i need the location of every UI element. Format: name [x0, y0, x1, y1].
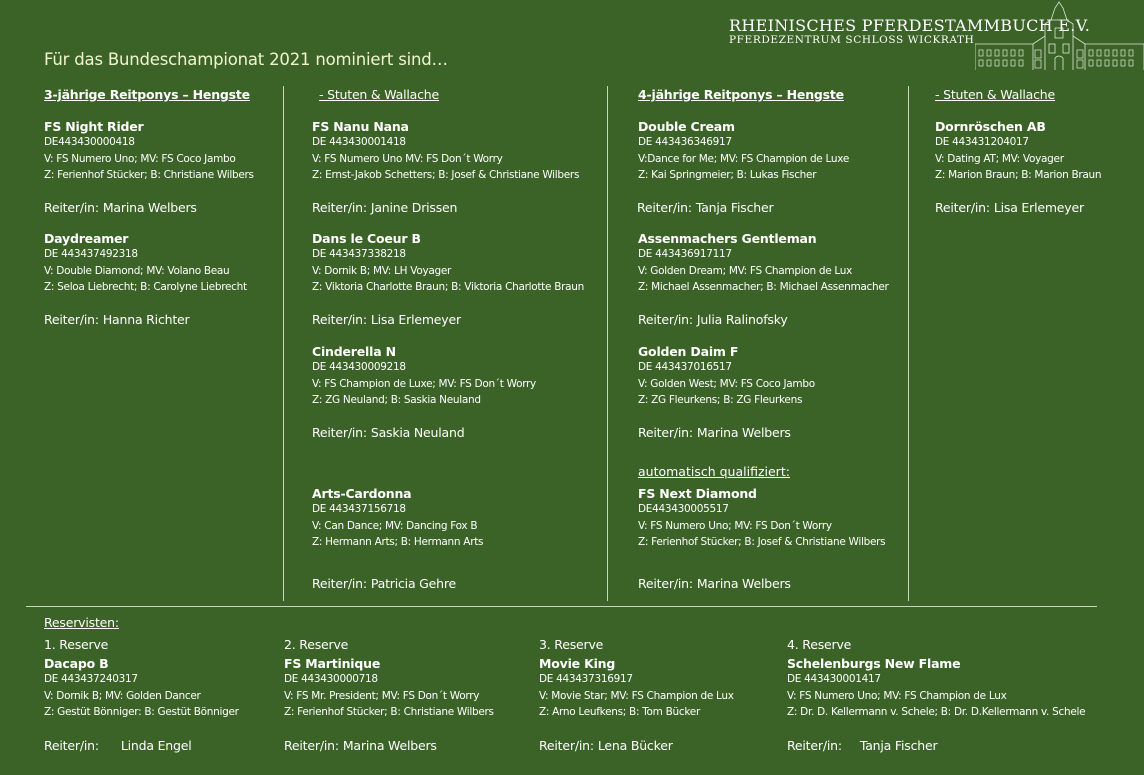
horse-id: DE 443430001418: [312, 136, 406, 148]
horse-name: Assenmachers Gentleman: [638, 231, 817, 246]
rider-line: [284, 738, 437, 753]
qualified-heading: automatisch qualifiziert:: [638, 464, 790, 479]
rider-label: Reiter/in:: [638, 425, 693, 440]
rider-label: Reiter/in:: [638, 312, 693, 327]
rider-label: Reiter/in:: [312, 312, 367, 327]
rider-line: [312, 312, 461, 327]
horse-parents: V: FS Numero Uno; MV: FS Coco Jambo: [44, 152, 236, 165]
horse-breeder: Z: Kai Springmeier; B: Lukas Fischer: [638, 169, 817, 181]
horse-name: Dornröschen AB: [935, 119, 1046, 134]
horse-id: DE 443437338218: [312, 248, 406, 260]
rider-line: [787, 738, 937, 753]
rider-label: Reiter/in:: [935, 200, 990, 215]
rider-label: Reiter/in:: [312, 200, 367, 215]
horse-breeder: Z: Ernst-Jakob Schetters; B: Josef & Christiane Wilbers: [312, 169, 580, 181]
horse-id: DE443430005517: [638, 503, 729, 515]
horse-breeder: Z: Gestüt Bönniger: B: Gestüt Bönniger: [44, 706, 239, 718]
rider-name: Marina Welbers: [102, 200, 197, 215]
horse-name: Arts-Cardonna: [312, 486, 412, 501]
horse-entry: [638, 344, 815, 409]
reserve-divider: [26, 606, 1097, 607]
horse-parents: V: FS Numero Uno; MV: FS Don´t Worry: [638, 519, 832, 532]
horse-parents: V: Dornik B; MV: LH Voyager: [312, 264, 452, 277]
rider-label: Reiter/in:: [637, 200, 692, 215]
rider-name: Lena Bücker: [597, 738, 673, 753]
rider-name: Marina Welbers: [696, 576, 791, 591]
reserve-label: 3. Reserve: [539, 637, 604, 652]
horse-name: Double Cream: [638, 119, 735, 134]
horse-parents: V: Movie Star; MV: FS Champion de Lux: [539, 689, 734, 702]
column-heading: 3-jährige Reitponys – Hengste: [44, 87, 250, 102]
horse-breeder: Z: ZG Neuland; B: Saskia Neuland: [312, 394, 481, 406]
reserve-entry: [539, 637, 734, 721]
horse-parents: V: FS Numero Uno; MV: FS Champion de Lux: [787, 689, 1007, 702]
horse-breeder: Z: Marion Braun; B: Marion Braun: [935, 169, 1102, 181]
rider-name: Lisa Erlemeyer: [993, 200, 1084, 215]
horse-id: DE443430000418: [44, 136, 135, 148]
horse-name: Daydreamer: [44, 231, 129, 246]
horse-id: DE 443436346917: [638, 136, 732, 148]
horse-parents: V: Golden Dream; MV: FS Champion de Lux: [638, 264, 853, 277]
rider-label: Reiter/in:: [638, 576, 693, 591]
column-divider: [908, 86, 909, 601]
reserves-heading: Reservisten:: [44, 615, 119, 630]
horse-entry: [638, 231, 889, 296]
horse-parents: V: FS Champion de Luxe; MV: FS Don´t Worry: [312, 377, 536, 390]
horse-id: DE 443430000718: [284, 673, 378, 685]
horse-breeder: Z: Arno Leufkens; B: Tom Bücker: [539, 706, 700, 718]
horse-id: DE 443437156718: [312, 503, 406, 515]
horse-name: FS Martinique: [284, 656, 381, 671]
horse-parents: V:Dance for Me; MV: FS Champion de Luxe: [638, 152, 849, 165]
rider-label: Reiter/in:: [539, 738, 594, 753]
horse-breeder: Z: Viktoria Charlotte Braun; B: Viktoria Charlotte Braun: [312, 281, 584, 293]
horse-name: FS Nanu Nana: [312, 119, 409, 134]
rider-line: [44, 200, 197, 215]
rider-name: Hanna Richter: [102, 312, 190, 327]
horse-name: FS Next Diamond: [638, 486, 757, 501]
horse-id: DE 443437492318: [44, 248, 138, 260]
reserve-entry: [284, 637, 494, 721]
rider-label: Reiter/in:: [312, 425, 367, 440]
column-heading: - Stuten & Wallache: [935, 87, 1055, 102]
horse-name: Dans le Coeur B: [312, 231, 421, 246]
horse-breeder: Z: Ferienhof Stücker; B: Christiane Wilbers: [284, 706, 494, 718]
rider-line: [638, 576, 791, 591]
horse-id: DE 443431204017: [935, 136, 1029, 148]
rider-label: Reiter/in:: [284, 738, 339, 753]
horse-name: Cinderella N: [312, 344, 396, 359]
rider-line: [44, 312, 189, 327]
column-heading: 4-jährige Reitponys – Hengste: [638, 87, 844, 102]
rider-name: Tanja Fischer: [695, 200, 774, 215]
rider-line: [539, 738, 673, 753]
rider-line: [637, 200, 773, 215]
horse-breeder: Z: Ferienhof Stücker; B: Josef & Christiane Wilbers: [638, 536, 886, 548]
brand-subtitle: PFERDEZENTRUM SCHLOSS WICKRATH: [729, 34, 975, 46]
page-title: Für das Bundeschampionat 2021 nominiert sind…: [44, 50, 448, 69]
rider-name: Julia Ralinofsky: [696, 312, 788, 327]
horse-entry: [638, 119, 849, 184]
rider-name: Janine Drissen: [370, 200, 458, 215]
horse-entry: [935, 119, 1101, 184]
horse-name: Movie King: [539, 656, 616, 671]
rider-name: Lisa Erlemeyer: [370, 312, 461, 327]
column-divider: [283, 86, 284, 601]
horse-entry: [44, 119, 254, 184]
horse-entry: [312, 231, 584, 296]
horse-id: DE 443437316917: [539, 673, 633, 685]
brand-name: RHEINISCHES PFERDESTAMMBUCH E.V.: [729, 16, 1091, 35]
horse-name: FS Night Rider: [44, 119, 144, 134]
rider-name: Linda Engel: [120, 738, 192, 753]
horse-entry: [312, 486, 483, 551]
horse-id: DE 443430009218: [312, 361, 406, 373]
rider-line: [935, 200, 1084, 215]
horse-id: DE 443437240317: [44, 673, 138, 685]
rider-line: [312, 425, 464, 440]
rider-line: [44, 738, 192, 753]
column-divider: [607, 86, 608, 601]
horse-breeder: Z: Seloa Liebrecht; B: Carolyne Liebrecht: [44, 281, 247, 293]
horse-parents: V: Can Dance; MV: Dancing Fox B: [312, 519, 478, 532]
horse-entry: [312, 119, 579, 184]
rider-name: Tanja Fischer: [859, 738, 938, 753]
horse-entry: [312, 344, 536, 409]
rider-line: [638, 312, 788, 327]
column-heading: - Stuten & Wallache: [319, 87, 439, 102]
horse-parents: V: FS Mr. President; MV: FS Don´t Worry: [284, 689, 480, 702]
horse-parents: V: Double Diamond; MV: Volano Beau: [44, 264, 230, 277]
rider-line: [638, 425, 791, 440]
rider-label: Reiter/in:: [312, 576, 367, 591]
reserve-label: 2. Reserve: [284, 637, 349, 652]
rider-label: Reiter/in:: [44, 200, 99, 215]
horse-parents: V: Dornik B; MV: Golden Dancer: [44, 689, 201, 702]
horse-entry: [638, 486, 885, 551]
horse-breeder: Z: Ferienhof Stücker; B: Christiane Wilbers: [44, 169, 254, 181]
rider-name: Marina Welbers: [342, 738, 437, 753]
rider-label: Reiter/in:: [787, 738, 842, 753]
rider-label: Reiter/in:: [44, 738, 99, 753]
rider-label: Reiter/in:: [44, 312, 99, 327]
horse-parents: V: Golden West; MV: FS Coco Jambo: [638, 377, 815, 390]
rider-name: Patricia Gehre: [370, 576, 457, 591]
horse-breeder: Z: Hermann Arts; B: Hermann Arts: [312, 536, 484, 548]
horse-parents: V: FS Numero Uno MV: FS Don´t Worry: [312, 152, 503, 165]
rider-line: [312, 200, 457, 215]
horse-id: DE 443436917117: [638, 248, 732, 260]
horse-name: Schelenburgs New Flame: [787, 656, 961, 671]
horse-breeder: Z: Dr. D. Kellermann v. Schele; B: Dr. D.Kellermann v. Schele: [787, 706, 1086, 718]
rider-line: [312, 576, 456, 591]
horse-id: DE 443430001417: [787, 673, 881, 685]
reserve-entry: [44, 637, 239, 721]
reserve-label: 4. Reserve: [787, 637, 852, 652]
horse-breeder: Z: Michael Assenmacher; B: Michael Assenmacher: [638, 281, 889, 293]
castle-icon: [975, 0, 1144, 72]
horse-id: DE 443437016517: [638, 361, 732, 373]
rider-name: Saskia Neuland: [370, 425, 465, 440]
horse-breeder: Z: ZG Fleurkens; B: ZG Fleurkens: [638, 394, 803, 406]
horse-name: Golden Daim F: [638, 344, 739, 359]
horse-entry: [44, 231, 247, 296]
rider-name: Marina Welbers: [696, 425, 791, 440]
horse-parents: V: Dating AT; MV: Voyager: [935, 152, 1064, 165]
horse-name: Dacapo B: [44, 656, 109, 671]
reserve-label: 1. Reserve: [44, 637, 109, 652]
reserve-entry: [787, 637, 1085, 721]
